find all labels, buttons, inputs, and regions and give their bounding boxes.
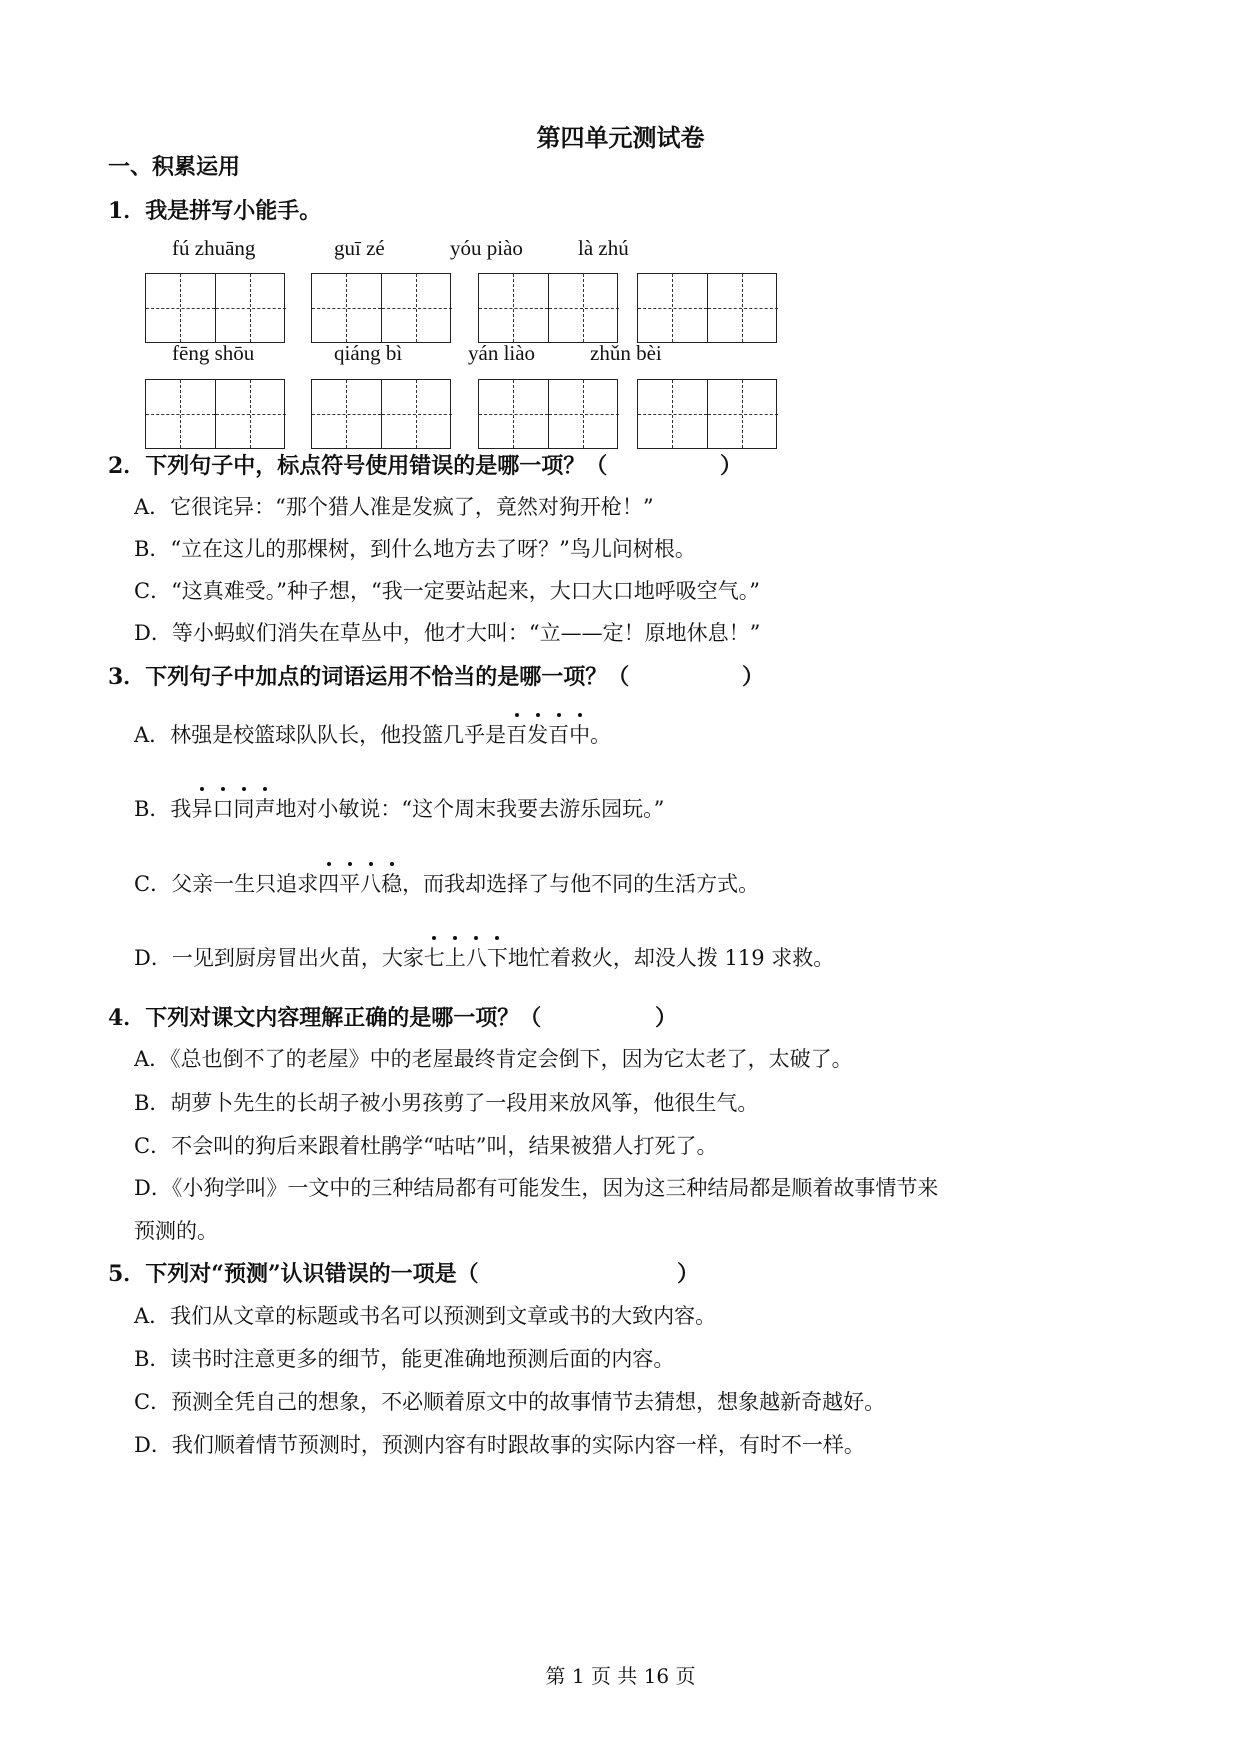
writing-grid[interactable]	[637, 273, 777, 343]
pinyin-label: guī zé	[334, 236, 385, 260]
dotted-char: 稳	[381, 868, 402, 898]
question-3-heading: 3．下列句子中加点的词语运用不恰当的是哪一项？（	[108, 664, 630, 690]
dotted-char: 同	[233, 793, 254, 823]
writing-grid[interactable]	[637, 379, 777, 449]
dotted-char: 七	[424, 942, 445, 972]
question-4-heading: 4．下列对课文内容理解正确的是哪一项？（	[108, 1005, 542, 1031]
option-a: A．我们从文章的标题或书名可以预测到文章或书的大致内容。	[134, 1304, 717, 1328]
dotted-char: 平	[339, 868, 360, 898]
pinyin-label: qiáng bì	[334, 341, 403, 365]
writing-grid[interactable]	[478, 379, 618, 449]
answer-bracket-close: ）	[677, 1261, 700, 1287]
option-d: D．等小蚂蚁们消失在草丛中，他才大叫：“立——定！原地休息！”	[134, 621, 761, 645]
dotted-char: 中	[569, 719, 590, 749]
writing-grid[interactable]	[478, 273, 618, 343]
answer-bracket-close: ）	[742, 664, 765, 690]
dotted-char: 异	[191, 793, 212, 823]
answer-bracket-close: ）	[720, 453, 743, 479]
option-c: C．预测全凭自己的想象，不必顺着原文中的故事情节去猜想，想象越新奇越好。	[134, 1390, 886, 1414]
dotted-phrase	[506, 723, 590, 747]
option-a: A．《总也倒不了的老屋》中的老屋最终肯定会倒下，因为它太老了，太破了。	[134, 1047, 853, 1071]
page-title: 第四单元测试卷	[536, 123, 705, 152]
writing-grid[interactable]	[145, 379, 285, 449]
option-b: B．“立在这儿的那棵树，到什么地方去了呀？”鸟儿问树根。	[134, 537, 696, 561]
option-d: D．《小狗学叫》一文中的三种结局都有可能发生，因为这三种结局都是顺着故事情节来	[134, 1176, 939, 1200]
option-c: C．不会叫的狗后来跟着杜鹃学“咕咕”叫，结果被猎人打死了。	[134, 1134, 718, 1158]
dotted-char: 声	[254, 793, 275, 823]
pinyin-label: là zhú	[578, 236, 629, 260]
option-d: D．一见到厨房冒出火苗，大家七上八下地忙着救火，却没人拨 119 求救。	[134, 942, 834, 972]
pinyin-label: fú zhuāng	[172, 236, 256, 260]
writing-grid[interactable]	[311, 379, 451, 449]
question-1-heading: 1．我是拼写小能手。	[108, 198, 322, 224]
dotted-char: 口	[212, 793, 233, 823]
dotted-char: 四	[318, 868, 339, 898]
option-b: B．胡萝卜先生的长胡子被小男孩剪了一段用来放风筝，他很生气。	[134, 1091, 759, 1115]
dotted-char: 百	[506, 719, 527, 749]
dotted-char: 下	[487, 942, 508, 972]
dotted-phrase	[191, 797, 275, 821]
pinyin-label: yóu piào	[450, 236, 523, 260]
writing-grid[interactable]	[311, 273, 451, 343]
option-b: B．我异口同声地对小敏说：“这个周末我要去游乐园玩。”	[134, 793, 664, 823]
page-footer: 第 1 页 共 16 页	[545, 1664, 696, 1688]
option-c: C．父亲一生只追求四平八稳，而我却选择了与他不同的生活方式。	[134, 868, 759, 898]
answer-bracket-close: ）	[655, 1005, 678, 1031]
dotted-char: 八	[466, 942, 487, 972]
option-a: A．它很诧异：“那个猎人准是发疯了，竟然对狗开枪！”	[134, 495, 654, 519]
dotted-phrase	[424, 946, 508, 970]
dotted-phrase	[318, 872, 402, 896]
writing-grid[interactable]	[145, 273, 285, 343]
option-b: B．读书时注意更多的细节，能更准确地预测后面的内容。	[134, 1347, 675, 1371]
option-a: A．林强是校篮球队队长，他投篮几乎是百发百中。	[134, 719, 611, 749]
option-d-continued: 预测的。	[134, 1219, 218, 1243]
dotted-char: 八	[360, 868, 381, 898]
pinyin-label: zhǔn bèi	[590, 341, 662, 365]
dotted-char: 上	[445, 942, 466, 972]
option-c: C．“这真难受。”种子想，“我一定要站起来，大口大口地呼吸空气。”	[134, 579, 761, 603]
option-d: D．我们顺着情节预测时，预测内容有时跟故事的实际内容一样，有时不一样。	[134, 1433, 865, 1457]
pinyin-label: fēng shōu	[172, 341, 255, 365]
section-heading: 一、积累运用	[108, 154, 241, 180]
pinyin-label: yán liào	[468, 341, 536, 365]
question-5-heading: 5．下列对“预测”认识错误的一项是（	[108, 1261, 479, 1287]
dotted-char: 百	[548, 719, 569, 749]
dotted-char: 发	[527, 719, 548, 749]
question-2-heading: 2．下列句子中，标点符号使用错误的是哪一项？（	[108, 453, 608, 479]
